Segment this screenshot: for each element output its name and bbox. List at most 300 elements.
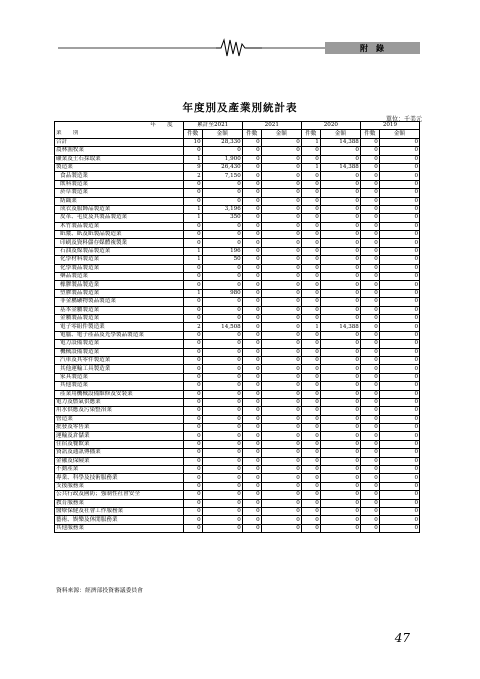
cell-count: 0 [183, 524, 202, 532]
cell-amount: 0 [320, 273, 360, 281]
cell-amount: 0 [379, 398, 419, 406]
cell-count: 0 [301, 298, 320, 306]
cell-amount: 0 [320, 340, 360, 348]
cell-amount: 0 [261, 507, 301, 515]
cell-amount: 0 [261, 474, 301, 482]
cell-amount: 0 [320, 407, 360, 415]
table-row [55, 390, 420, 398]
cell-count: 0 [360, 398, 379, 406]
cell-count: 0 [242, 155, 261, 163]
cell-count: 0 [360, 474, 379, 482]
cell-amount: 0 [202, 222, 242, 230]
cell-count: 0 [242, 373, 261, 381]
cell-count: 0 [242, 281, 261, 289]
cell-count: 0 [301, 524, 320, 532]
cell-amount: 26,430 [202, 163, 242, 171]
table-row [55, 298, 420, 306]
cell-amount: 0 [261, 407, 301, 415]
cell-amount: 0 [261, 516, 301, 524]
cell-count: 0 [242, 247, 261, 255]
cell-amount: 0 [320, 247, 360, 255]
cell-amount: 0 [320, 457, 360, 465]
cell-count: 0 [183, 239, 202, 247]
table-row [55, 247, 420, 255]
cell-amount: 0 [261, 390, 301, 398]
cell-count: 9 [183, 163, 202, 171]
cell-count: 0 [301, 398, 320, 406]
cell-count: 0 [360, 205, 379, 213]
row-label: 菸草製造業 [55, 189, 184, 197]
cell-amount: 0 [202, 482, 242, 490]
cell-amount: 28,330 [202, 138, 242, 146]
subhead-amount: 金額 [202, 130, 242, 138]
cell-count: 0 [242, 449, 261, 457]
cell-count: 0 [360, 516, 379, 524]
cell-count: 2 [183, 323, 202, 331]
table-row [55, 323, 420, 331]
cell-amount: 0 [202, 273, 242, 281]
cell-amount: 0 [320, 298, 360, 306]
page-header [0, 0, 480, 70]
cell-amount: 0 [379, 306, 419, 314]
cell-amount: 0 [261, 214, 301, 222]
cell-amount: 0 [261, 323, 301, 331]
cell-count: 0 [242, 138, 261, 146]
subhead-amount: 金額 [320, 130, 360, 138]
cell-count: 0 [183, 314, 202, 322]
cell-count: 0 [360, 256, 379, 264]
cell-count: 0 [301, 222, 320, 230]
table-row [55, 172, 420, 180]
cell-amount: 196 [202, 247, 242, 255]
cell-count: 0 [242, 398, 261, 406]
cell-amount: 0 [320, 180, 360, 188]
cell-count: 0 [183, 382, 202, 390]
cell-count: 0 [360, 197, 379, 205]
cell-count: 0 [183, 281, 202, 289]
cell-count: 0 [301, 348, 320, 356]
table-row [55, 507, 420, 515]
row-label: 橡膠製品製造業 [55, 281, 184, 289]
cell-count: 1 [301, 323, 320, 331]
cell-amount: 0 [261, 247, 301, 255]
cell-count: 0 [242, 147, 261, 155]
table-row [55, 440, 420, 448]
cell-amount: 0 [320, 155, 360, 163]
cell-count: 0 [360, 222, 379, 230]
cell-count: 0 [301, 507, 320, 515]
cell-count: 0 [360, 172, 379, 180]
row-label: 產業用機械設備維修及安裝業 [55, 390, 184, 398]
row-label: 電力設備製造業 [55, 340, 184, 348]
cell-amount: 0 [320, 390, 360, 398]
table-row [55, 407, 420, 415]
cell-amount: 0 [261, 281, 301, 289]
row-label: 不動產業 [55, 466, 184, 474]
row-label: 紙漿、紙及紙製品製造業 [55, 231, 184, 239]
table-row [55, 365, 420, 373]
cell-count: 0 [242, 440, 261, 448]
cell-amount: 0 [202, 415, 242, 423]
table-row [55, 314, 420, 322]
cell-count: 0 [360, 499, 379, 507]
cell-count: 0 [183, 474, 202, 482]
cell-amount: 0 [261, 373, 301, 381]
cell-amount: 0 [379, 507, 419, 515]
cell-amount: 0 [379, 138, 419, 146]
row-label: 金屬製品製造業 [55, 314, 184, 322]
cell-amount: 0 [202, 390, 242, 398]
cell-count: 0 [183, 457, 202, 465]
cell-amount: 0 [202, 373, 242, 381]
cell-count: 0 [301, 390, 320, 398]
table-row [55, 340, 420, 348]
cell-count: 0 [242, 415, 261, 423]
cell-count: 0 [301, 314, 320, 322]
cell-amount: 0 [379, 239, 419, 247]
cell-amount: 0 [202, 231, 242, 239]
cell-amount: 0 [320, 189, 360, 197]
cell-count: 0 [242, 256, 261, 264]
table-row [55, 457, 420, 465]
cell-count: 0 [183, 499, 202, 507]
cell-count: 0 [301, 415, 320, 423]
table-row [55, 516, 420, 524]
cell-count: 0 [360, 390, 379, 398]
cell-count: 0 [183, 273, 202, 281]
table-row [55, 222, 420, 230]
cell-amount: 0 [261, 398, 301, 406]
cell-amount: 0 [202, 314, 242, 322]
cell-amount: 0 [379, 222, 419, 230]
cell-count: 0 [301, 273, 320, 281]
cell-amount: 0 [379, 365, 419, 373]
cell-count: 0 [242, 205, 261, 213]
cell-amount: 0 [379, 482, 419, 490]
row-label: 藝術、娛樂及休閒服務業 [55, 516, 184, 524]
source-note: 資料來源：經濟部投資審議委員會 [56, 588, 143, 594]
table-row [55, 331, 420, 339]
row-label: 電力及燃氣供應業 [55, 398, 184, 406]
statistics-table [54, 121, 420, 533]
cell-count: 0 [360, 340, 379, 348]
cell-amount: 0 [261, 482, 301, 490]
cell-amount: 0 [202, 507, 242, 515]
cell-count: 0 [301, 482, 320, 490]
cell-amount: 0 [202, 331, 242, 339]
cell-count: 0 [301, 516, 320, 524]
cell-amount: 50 [202, 256, 242, 264]
cell-count: 0 [183, 365, 202, 373]
cell-amount: 0 [379, 214, 419, 222]
table-row [55, 289, 420, 297]
cell-amount: 0 [261, 239, 301, 247]
cell-amount: 0 [320, 398, 360, 406]
row-label: 家具製造業 [55, 373, 184, 381]
cell-amount: 0 [379, 432, 419, 440]
cell-amount: 0 [261, 440, 301, 448]
table-row [55, 197, 420, 205]
cell-amount: 0 [379, 323, 419, 331]
cell-count: 0 [242, 264, 261, 272]
cell-amount: 0 [320, 516, 360, 524]
cell-amount: 0 [261, 189, 301, 197]
cell-count: 0 [360, 138, 379, 146]
cell-count: 0 [242, 348, 261, 356]
cell-count: 0 [360, 323, 379, 331]
cell-count: 0 [183, 231, 202, 239]
table-row [55, 180, 420, 188]
cell-amount: 0 [261, 331, 301, 339]
cell-count: 0 [301, 365, 320, 373]
cell-count: 0 [183, 348, 202, 356]
cell-amount: 0 [202, 398, 242, 406]
cell-count: 0 [301, 407, 320, 415]
cell-count: 0 [360, 247, 379, 255]
cell-amount: 0 [261, 524, 301, 532]
table-row [55, 138, 420, 146]
row-label: 金融及保險業 [55, 457, 184, 465]
cell-count: 0 [301, 440, 320, 448]
cell-count: 0 [183, 449, 202, 457]
year-header: 累計至2021 [183, 122, 242, 130]
cell-count: 1 [183, 247, 202, 255]
cell-count: 0 [183, 264, 202, 272]
cell-amount: 0 [261, 180, 301, 188]
table-header-years [55, 122, 420, 130]
cell-count: 0 [301, 306, 320, 314]
cell-count: 0 [183, 222, 202, 230]
cell-amount: 0 [202, 180, 242, 188]
cell-amount: 350 [202, 214, 242, 222]
cell-count: 0 [242, 239, 261, 247]
cell-amount: 0 [202, 516, 242, 524]
cell-amount: 0 [261, 306, 301, 314]
cell-count: 0 [360, 239, 379, 247]
row-label: 基本金屬製造業 [55, 306, 184, 314]
cell-amount: 0 [320, 474, 360, 482]
table-row [55, 491, 420, 499]
cell-count: 0 [242, 499, 261, 507]
cell-count: 0 [242, 524, 261, 532]
row-label: 汽車及其零件製造業 [55, 356, 184, 364]
cell-amount: 0 [320, 432, 360, 440]
cell-count: 0 [301, 239, 320, 247]
cell-amount: 14,388 [320, 323, 360, 331]
cell-count: 0 [242, 197, 261, 205]
header-tag: 附 錄 [360, 44, 384, 53]
cell-amount: 0 [379, 348, 419, 356]
cell-count: 0 [242, 306, 261, 314]
cell-count: 0 [183, 516, 202, 524]
year-header: 2020 [301, 122, 360, 130]
cell-count: 0 [242, 424, 261, 432]
cell-count: 0 [360, 482, 379, 490]
cell-count: 0 [301, 214, 320, 222]
cell-amount: 0 [202, 440, 242, 448]
table-row [55, 415, 420, 423]
cell-count: 0 [242, 482, 261, 490]
cell-count: 0 [360, 449, 379, 457]
row-label: 用水供應及污染整治業 [55, 407, 184, 415]
cell-amount: 0 [261, 314, 301, 322]
cell-count: 0 [301, 172, 320, 180]
cell-amount: 0 [320, 348, 360, 356]
cell-count: 0 [242, 382, 261, 390]
cell-count: 0 [360, 306, 379, 314]
row-label: 化學製品製造業 [55, 264, 184, 272]
row-label: 公共行政及國防；強制性社會安全 [55, 491, 184, 499]
cell-count: 0 [360, 373, 379, 381]
cell-count: 0 [183, 180, 202, 188]
cell-amount: 0 [320, 415, 360, 423]
cell-amount: 7,150 [202, 172, 242, 180]
cell-amount: 0 [379, 273, 419, 281]
cell-amount: 0 [202, 432, 242, 440]
cell-count: 0 [242, 172, 261, 180]
cell-count: 0 [360, 231, 379, 239]
cell-count: 0 [360, 432, 379, 440]
cell-amount: 0 [379, 256, 419, 264]
table-row [55, 524, 420, 532]
cell-amount: 0 [261, 205, 301, 213]
subhead-amount: 金額 [379, 130, 419, 138]
cell-amount: 0 [379, 147, 419, 155]
cell-amount: 0 [202, 524, 242, 532]
cell-amount: 0 [261, 289, 301, 297]
cell-amount: 0 [379, 231, 419, 239]
cell-amount: 0 [261, 356, 301, 364]
cell-count: 0 [183, 491, 202, 499]
table-row [55, 163, 420, 171]
subhead-count: 件數 [360, 130, 379, 138]
cell-count: 0 [360, 348, 379, 356]
cell-count: 0 [242, 432, 261, 440]
cell-amount: 0 [379, 491, 419, 499]
table-row [55, 147, 420, 155]
cell-count: 0 [301, 449, 320, 457]
cell-amount: 0 [261, 415, 301, 423]
cell-count: 0 [360, 382, 379, 390]
cell-amount: 0 [261, 432, 301, 440]
cell-count: 0 [242, 163, 261, 171]
table-row [55, 356, 420, 364]
table-row [55, 214, 420, 222]
row-label: 資訊及通訊傳播業 [55, 449, 184, 457]
cell-count: 0 [360, 524, 379, 532]
row-label: 食品製造業 [55, 172, 184, 180]
table-row [55, 449, 420, 457]
cell-amount: 0 [379, 172, 419, 180]
cell-amount: 0 [320, 424, 360, 432]
table-row [55, 281, 420, 289]
cell-count: 0 [301, 197, 320, 205]
row-label: 紡織業 [55, 197, 184, 205]
cell-amount: 0 [202, 466, 242, 474]
cell-count: 0 [360, 289, 379, 297]
cell-count: 0 [183, 356, 202, 364]
cell-count: 0 [242, 180, 261, 188]
cell-amount: 0 [202, 474, 242, 482]
cell-count: 0 [301, 155, 320, 163]
cell-amount: 0 [261, 147, 301, 155]
row-label: 木竹製品製造業 [55, 222, 184, 230]
cell-count: 0 [301, 424, 320, 432]
cell-count: 0 [242, 314, 261, 322]
row-label: 塑膠製品製造業 [55, 289, 184, 297]
cell-count: 0 [301, 189, 320, 197]
table-row [55, 398, 420, 406]
cell-amount: 0 [379, 449, 419, 457]
cell-amount: 0 [379, 390, 419, 398]
row-label: 製造業 [55, 163, 184, 171]
cell-count: 0 [360, 457, 379, 465]
row-label: 合計 [55, 138, 184, 146]
cell-amount: 0 [379, 457, 419, 465]
cell-count: 10 [183, 138, 202, 146]
cell-amount: 0 [379, 415, 419, 423]
row-label: 印刷及資料儲存媒體複製業 [55, 239, 184, 247]
cell-count: 0 [242, 507, 261, 515]
cell-amount: 0 [379, 180, 419, 188]
cell-amount: 0 [379, 205, 419, 213]
cell-amount: 0 [320, 507, 360, 515]
cell-amount: 0 [320, 197, 360, 205]
cell-amount: 0 [379, 197, 419, 205]
cell-count: 1 [183, 256, 202, 264]
row-label: 其他運輸工具製造業 [55, 365, 184, 373]
cell-count: 0 [360, 491, 379, 499]
cell-count: 0 [360, 155, 379, 163]
row-label: 飲料製造業 [55, 180, 184, 188]
cell-count: 0 [301, 499, 320, 507]
cell-amount: 0 [379, 407, 419, 415]
table-row [55, 424, 420, 432]
cell-amount: 0 [320, 256, 360, 264]
cell-count: 0 [242, 491, 261, 499]
cell-amount: 0 [379, 474, 419, 482]
cell-count: 0 [242, 407, 261, 415]
table-row [55, 306, 420, 314]
cell-amount: 0 [261, 457, 301, 465]
cell-count: 0 [242, 189, 261, 197]
cell-amount: 0 [320, 382, 360, 390]
cell-count: 0 [360, 281, 379, 289]
cell-count: 0 [183, 482, 202, 490]
cell-amount: 0 [202, 491, 242, 499]
cell-amount: 0 [320, 231, 360, 239]
page-number: 47 [394, 631, 410, 645]
cell-count: 0 [360, 163, 379, 171]
cell-amount: 0 [379, 331, 419, 339]
cell-count: 0 [242, 331, 261, 339]
cell-amount: 0 [261, 491, 301, 499]
cell-count: 0 [183, 507, 202, 515]
cell-amount: 0 [379, 155, 419, 163]
cell-amount: 0 [261, 264, 301, 272]
cell-amount: 0 [261, 155, 301, 163]
cell-amount: 0 [202, 424, 242, 432]
year-header: 2021 [242, 122, 301, 130]
subhead-count: 件數 [183, 130, 202, 138]
cell-amount: 0 [379, 340, 419, 348]
cell-count: 0 [360, 314, 379, 322]
cell-amount: 0 [379, 247, 419, 255]
cell-amount: 14,508 [202, 323, 242, 331]
cell-amount: 1,900 [202, 155, 242, 163]
header-pulse-icon [216, 40, 262, 56]
row-label: 教育服務業 [55, 499, 184, 507]
